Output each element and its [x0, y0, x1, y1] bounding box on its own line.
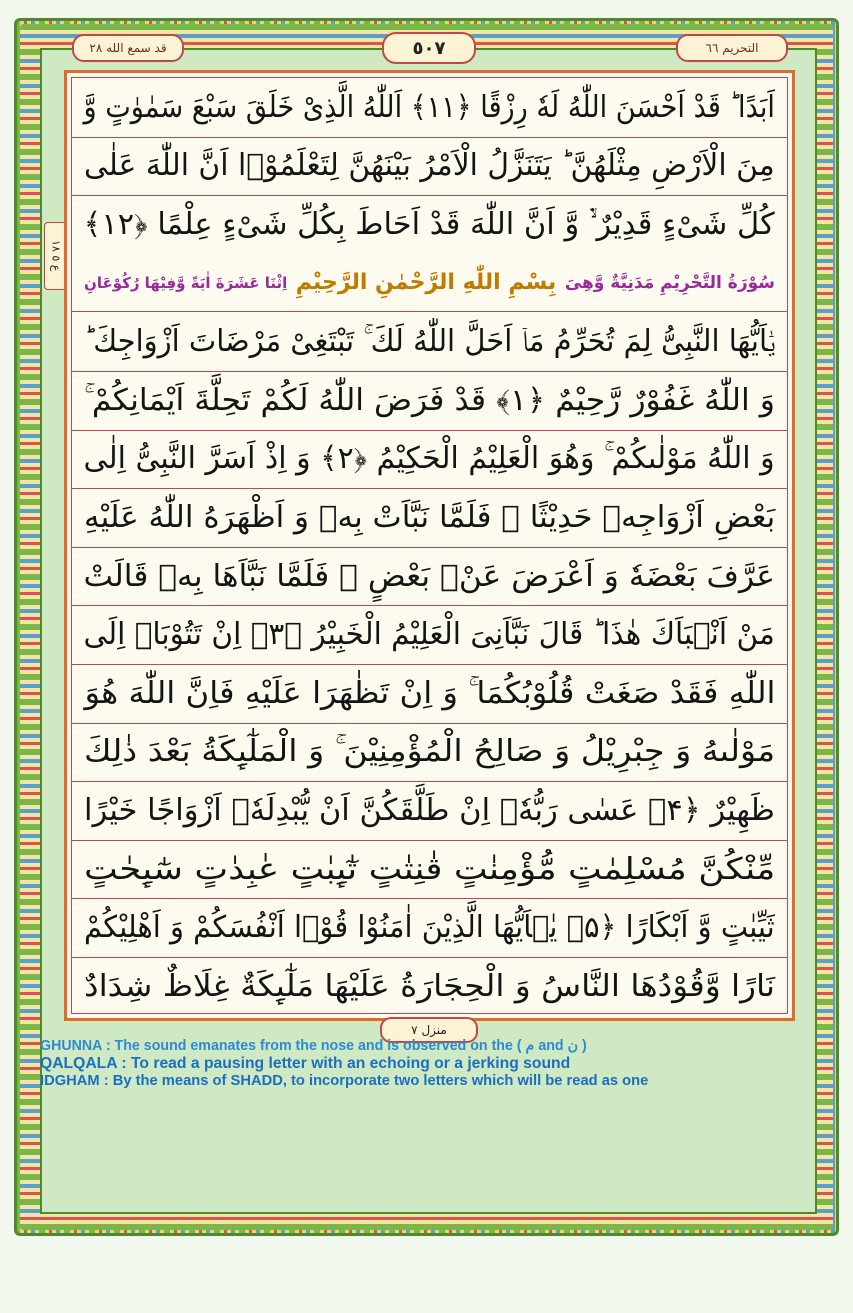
verse-line — [72, 840, 787, 900]
surah-heading-info: اِثْنَا عَشَرَةَ اٰیَةً وَّفِیْهَا رُكُوْعَانِ — [84, 273, 288, 292]
legend-ghunna: GHUNNA : The sound emanates from the nose and is observed on the ( م and ن ) — [40, 1038, 587, 1054]
verse-line-text: كُلِّ شَیْءٍ قَدِیْرٌ ۙ۬ وَّ اَنَّ اللّٰهَ قَدْ اَحَاطَ بِكُلِّ شَیْءٍ عِلْمًا ﴿۱۲﴾ — [83, 206, 776, 242]
tajweed-legend — [40, 1038, 830, 1089]
surah-heading-title: سُوْرَةُ التَّحْرِیْمِ مَدَنِیَّةٌ وَّھِیَ — [564, 272, 775, 293]
verse-line — [72, 430, 787, 490]
verse-line-text: مِنَ الْاَرْضِ مِثْلَهُنَّ ؕ یَتَنَزَّلُ الْاَمْرُ بَیْنَهُنَّ لِتَعْلَمُوْۤا اَنَّ اللّٰهَ عَلٰی — [84, 148, 775, 184]
bismillah: بِسْمِ اللّٰهِ الرَّحْمٰنِ الرَّحِیْمِ — [295, 270, 557, 296]
verse-line — [72, 605, 787, 665]
verse-line-text: اَبَدًا ؕ قَدْ اَحْسَنَ اللّٰهُ لَهٗ رِزْقًا ﴿۱۱﴾ اَللّٰهُ الَّذِیْ خَلَقَ سَبْعَ سَمٰوٰتٍ وَّ — [83, 89, 776, 125]
surah-name-badge: التحريم ٦٦ — [676, 34, 788, 62]
verse-line-text: اللّٰهِ فَقَدْ صَغَتْ قُلُوْبُكُمَا ۚ وَ اِنْ تَظٰهَرَا عَلَیْهِ فَاِنَّ اللّٰهَ هُوَ — [83, 675, 776, 711]
verse-line-text: وَ اللّٰهُ مَوْلٰىكُمْ ۚ وَهُوَ الْعَلِیْمُ الْحَكِیْمُ ﴿۲﴾ وَ اِذْ اَسَرَّ النَّبِیُّ اِلٰی — [83, 441, 776, 477]
verse-line-text: نَارًا وَّقُوْدُهَا النَّاسُ وَ الْحِجَارَةُ عَلَیْهَا مَلٰٓىِٕكَةٌ غِلَاظٌ شِدَادٌ — [83, 968, 776, 1004]
text-frame-inner — [71, 77, 788, 1014]
verse-line-text: مِّنْكُنَّ مُسْلِمٰتٍ مُّؤْمِنٰتٍ قٰنِتٰتٍ تٰٓىِٕبٰتٍ عٰبِدٰتٍ سٰٓىِٕحٰتٍ — [83, 851, 776, 887]
ruku-marker: ع ٥ ١٨ — [44, 222, 68, 290]
verse-line — [72, 488, 787, 548]
verse-line — [72, 137, 787, 197]
verse-line — [72, 195, 787, 255]
verse-line-text: مَنْ اَنْۢبَاَكَ هٰذَا ؕ قَالَ نَبَّاَنِیَ الْعَلِیْمُ الْخَبِیْرُ ﴿۳﴾ اِنْ تَتُوْبَاۤ اِلَی — [83, 617, 776, 653]
verse-line — [72, 371, 787, 431]
verse-line-text: ظَهِیْرٌ ﴿۴﴾ عَسٰی رَبُّهٗۤ اِنْ طَلَّقَكُنَّ اَنْ یُّبْدِلَهٗۤ اَزْوَاجًا خَیْرًا — [84, 792, 775, 828]
verse-line — [72, 781, 787, 841]
verse-line — [72, 312, 787, 372]
text-frame — [64, 70, 795, 1021]
page-number: ٥٠٧ — [382, 32, 476, 64]
surah-heading — [72, 254, 787, 313]
manzil-badge: منزل ٧ — [380, 1017, 478, 1043]
verse-line — [72, 723, 787, 783]
legend-idgham: IDGHAM : By the means of SHADD, to incorporate two letters which will be read as one — [40, 1072, 649, 1089]
verse-line-text: عَرَّفَ بَعْضَهٗ وَ اَعْرَضَ عَنْۢ بَعْضٍ ۚ فَلَمَّا نَبَّاَهَا بِهٖ قَالَتْ — [83, 558, 776, 594]
verse-line — [72, 547, 787, 607]
verse-line — [72, 664, 787, 724]
verse-line-text: بَعْضِ اَزْوَاجِهٖ حَدِیْثًا ۚ فَلَمَّا نَبَّاَتْ بِهٖ وَ اَظْهَرَهُ اللّٰهُ عَلَیْهِ — [83, 499, 776, 535]
verse-line — [72, 78, 787, 138]
legend-qalqala: QALQALA : To read a pausing letter with an echoing or a jerking sound — [40, 1055, 571, 1072]
verse-line-text: وَ اللّٰهُ غَفُوْرٌ رَّحِیْمٌ ﴿۱﴾ قَدْ فَرَضَ اللّٰهُ لَكُمْ تَحِلَّةَ اَیْمَانِكُمْ ۚ — [84, 382, 775, 418]
verse-line-text: ثَیِّبٰتٍ وَّ اَبْكَارًا ﴿۵﴾ یٰۤاَیُّهَا الَّذِیْنَ اٰمَنُوْا قُوْۤا اَنْفُسَكُمْ وَ اَهْلِیْكُمْ — [84, 910, 775, 946]
juz-name-badge: قد سمع الله ٢٨ — [72, 34, 184, 62]
verse-line-text: مَوْلٰىهُ وَ جِبْرِیْلُ وَ صَالِحُ الْمُؤْمِنِیْنَ ۚ وَ الْمَلٰٓىِٕكَةُ بَعْدَ ذٰلِكَ — [83, 734, 776, 770]
verse-line — [72, 898, 787, 958]
verse-line-text: یٰۤاَیُّهَا النَّبِیُّ لِمَ تُحَرِّمُ مَاۤ اَحَلَّ اللّٰهُ لَكَ ۚ تَبْتَغِیْ مَرْضَاتَ اَزْوَاجِكَ ؕ — [83, 324, 776, 360]
verse-line — [72, 957, 787, 1016]
